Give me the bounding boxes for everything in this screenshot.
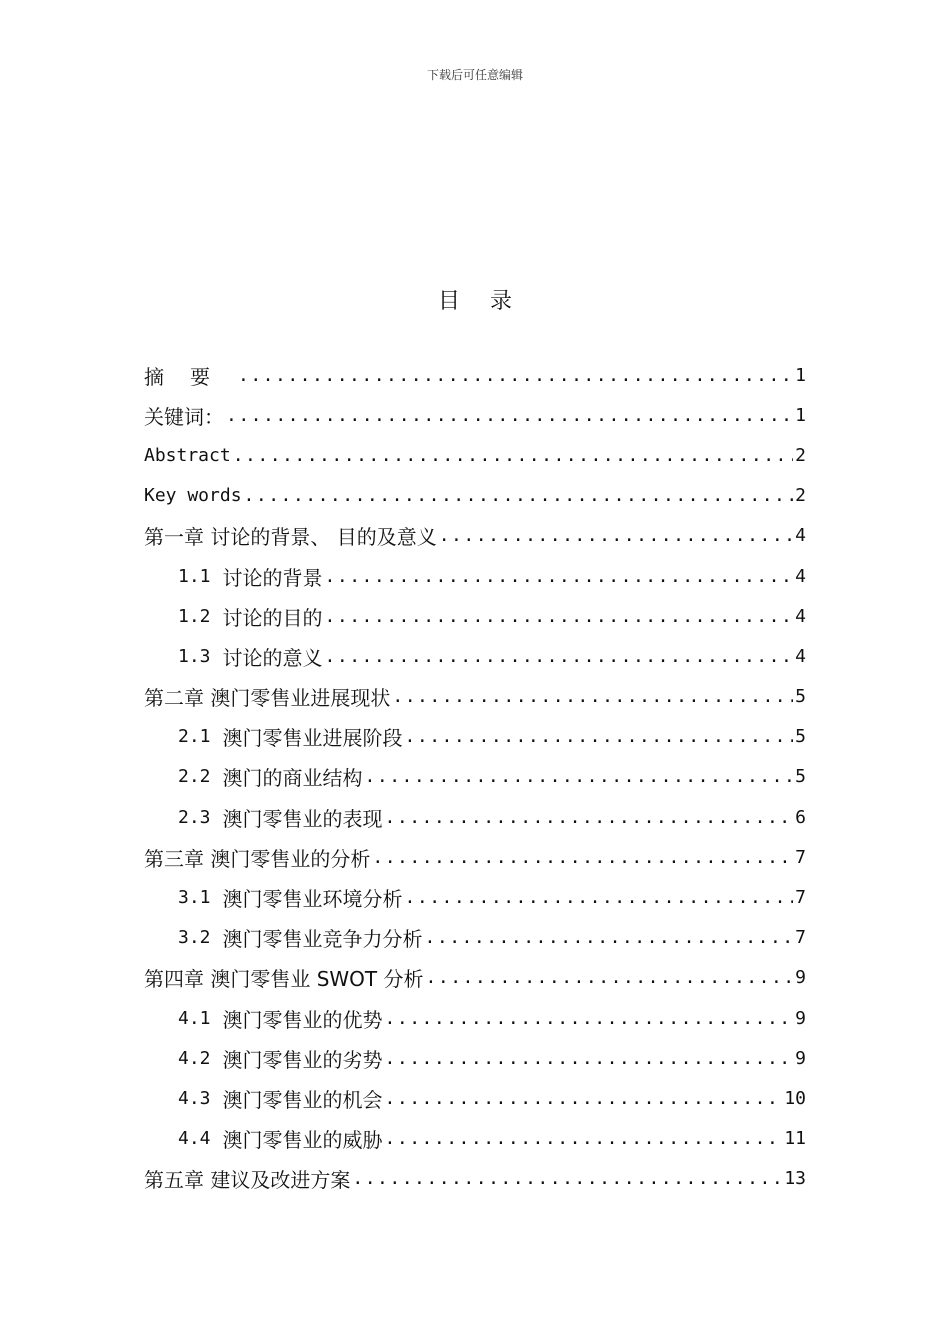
toc-entry-page: 9 (795, 1047, 806, 1069)
toc-entry-number: 1.2 (178, 605, 211, 627)
leader-dots (244, 485, 794, 506)
toc-entry-section-1-3[interactable] (144, 636, 806, 676)
toc-entry-label: 澳门零售业的优势 (222, 1007, 383, 1032)
toc-entry-page: 7 (795, 846, 806, 868)
toc-entry-number: 4.2 (178, 1047, 211, 1069)
toc-entry-page: 4 (795, 605, 806, 627)
toc-entry-section-4-3[interactable] (144, 1078, 806, 1118)
leader-dots (385, 1128, 783, 1149)
toc-entry-chapter-3[interactable] (144, 837, 806, 877)
toc-entry-page: 2 (795, 444, 806, 466)
toc-entry-section-4-2[interactable] (144, 1038, 806, 1078)
toc-entry-section-3-2[interactable] (144, 918, 806, 958)
toc-entry-label: 摘要 (144, 364, 236, 389)
leader-dots (385, 1008, 794, 1029)
toc-entry-number: 2.1 (178, 726, 211, 748)
toc-entry-label: 澳门的商业结构 (222, 766, 363, 791)
toc-entry-page: 5 (795, 726, 806, 748)
toc-entry-chapter-5[interactable] (144, 1159, 806, 1199)
toc-entry-section-3-1[interactable] (144, 877, 806, 917)
toc-entry-number: 2.3 (178, 806, 211, 828)
toc-entry-label: 澳门零售业的威胁 (222, 1128, 383, 1153)
toc-entry-page: 9 (795, 1007, 806, 1029)
toc-entry-number: 4.4 (178, 1128, 211, 1150)
leader-dots (325, 606, 794, 627)
leader-dots (325, 566, 794, 587)
page-header-note: 下载后可任意编辑 (426, 68, 523, 82)
leader-dots (405, 726, 794, 747)
toc-entry-number: 4.1 (178, 1007, 211, 1029)
toc-entry-section-1-1[interactable] (144, 556, 806, 596)
leader-dots (365, 766, 794, 787)
toc-entry-section-4-4[interactable] (144, 1119, 806, 1159)
leader-dots (405, 887, 794, 908)
toc-entry-number: 1.3 (178, 645, 211, 667)
toc-entry-label: 讨论的目的 (222, 605, 323, 630)
toc-entry-section-2-1[interactable] (144, 717, 806, 757)
toc-entry-page: 6 (795, 806, 806, 828)
toc-entry-page: 4 (795, 525, 806, 547)
toc-entry-chapter-2[interactable] (144, 677, 806, 717)
toc-entry-label: 澳门零售业进展阶段 (222, 726, 403, 751)
table-of-contents (144, 355, 806, 1199)
toc-entry-label: 澳门零售业环境分析 (222, 887, 403, 912)
leader-dots (385, 1088, 783, 1109)
toc-entry-label: 澳门零售业的表现 (222, 806, 383, 831)
toc-entry-label: 第二章 澳门零售业进展现状 (144, 686, 391, 711)
leader-dots (372, 847, 793, 868)
toc-entry-number: 4.3 (178, 1087, 211, 1109)
toc-entry-page: 10 (784, 1087, 806, 1109)
toc-title: 目录 (437, 289, 542, 314)
toc-entry-label: 澳门零售业竞争力分析 (222, 927, 423, 952)
toc-entry-keywords-cn[interactable] (144, 395, 806, 435)
toc-entry-page: 1 (795, 364, 806, 386)
toc-entry-page: 7 (795, 927, 806, 949)
toc-entry-page: 1 (795, 404, 806, 426)
leader-dots (385, 807, 794, 828)
leader-dots (233, 445, 793, 466)
toc-entry-page: 4 (795, 565, 806, 587)
toc-entry-number: 2.2 (178, 766, 211, 788)
toc-entry-label: 第五章 建议及改进方案 (144, 1168, 351, 1193)
leader-dots (385, 1048, 794, 1069)
toc-entry-label: 澳门零售业的机会 (222, 1087, 383, 1112)
toc-entry-abstract-cn[interactable] (144, 355, 806, 395)
toc-entry-page: 5 (795, 766, 806, 788)
toc-entry-page: 11 (784, 1128, 806, 1150)
leader-dots (439, 525, 793, 546)
toc-entry-label: 澳门零售业的劣势 (222, 1047, 383, 1072)
toc-entry-page: 7 (795, 887, 806, 909)
leader-dots (426, 967, 794, 988)
toc-entry-abstract-en[interactable] (144, 435, 806, 475)
toc-entry-chapter-1[interactable] (144, 516, 806, 556)
leader-dots (352, 1168, 782, 1189)
toc-entry-label: Abstract (144, 444, 231, 466)
leader-dots (325, 646, 794, 667)
toc-entry-page: 2 (795, 485, 806, 507)
toc-entry-number: 3.1 (178, 887, 211, 909)
toc-entry-label: 第四章 澳门零售业 SWOT 分析 (144, 967, 424, 992)
toc-entry-label: 第三章 澳门零售业的分析 (144, 846, 371, 871)
toc-entry-page: 4 (795, 645, 806, 667)
toc-entry-section-1-2[interactable] (144, 596, 806, 636)
toc-entry-page: 9 (795, 967, 806, 989)
toc-entry-page: 5 (795, 686, 806, 708)
leader-dots (238, 365, 793, 386)
toc-entry-label: Key words (144, 485, 242, 507)
toc-entry-chapter-4[interactable] (144, 958, 806, 998)
toc-entry-number: 3.2 (178, 927, 211, 949)
leader-dots (226, 405, 793, 426)
leader-dots (425, 927, 794, 948)
toc-entry-page: 13 (784, 1168, 806, 1190)
toc-entry-section-4-1[interactable] (144, 998, 806, 1038)
toc-entry-keywords-en[interactable] (144, 476, 806, 516)
toc-entry-section-2-3[interactable] (144, 797, 806, 837)
toc-entry-section-2-2[interactable] (144, 757, 806, 797)
toc-entry-number: 1.1 (178, 565, 211, 587)
toc-entry-label: 讨论的意义 (222, 645, 323, 670)
toc-entry-label: 讨论的背景 (222, 565, 323, 590)
leader-dots (392, 686, 793, 707)
toc-entry-label: 第一章 讨论的背景、 目的及意义 (144, 525, 437, 550)
toc-entry-label: 关键词： (144, 404, 224, 429)
